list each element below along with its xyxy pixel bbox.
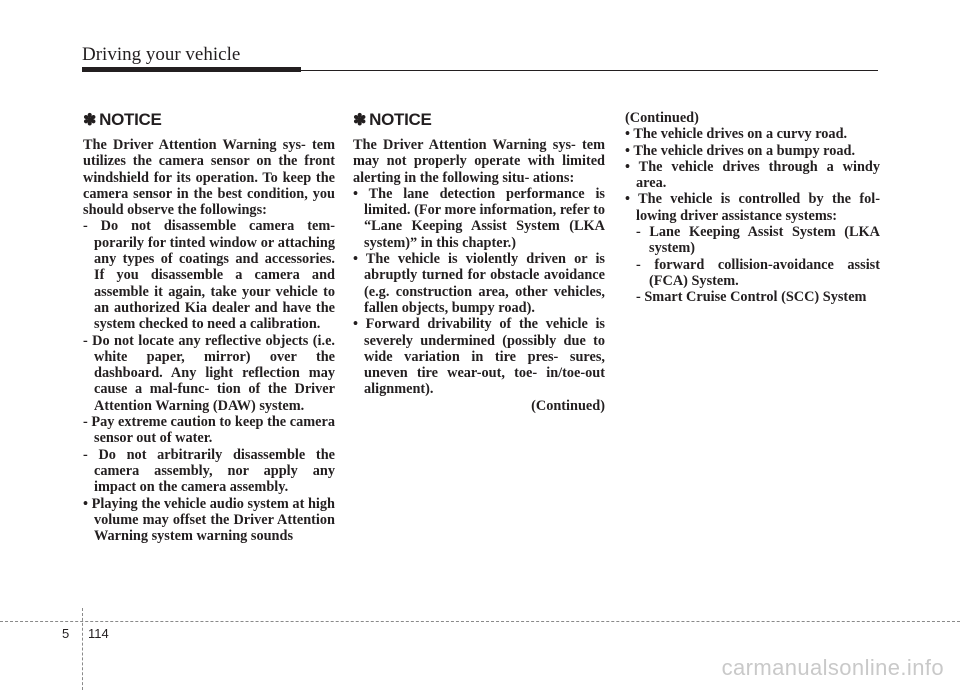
sub-list-item: - forward collision-avoidance assist (FCA) System.: [636, 256, 880, 289]
list-item: • The vehicle drives through a windy area.: [625, 158, 880, 192]
list-item: - Do not disassemble camera tem- porarily for tinted window or attaching any types of coatings and accessories. If you disassemble a camera and assemble it again, take your vehicle to an authorized Kia dealer and have the system checked to need a calibration.: [83, 218, 335, 333]
list-item: • The vehicle drives on a bumpy road.: [625, 142, 856, 159]
notice-block-camera-care: [83, 110, 335, 544]
header-rule-thick: [82, 67, 301, 72]
notice-label: NOTICE: [99, 110, 162, 129]
list-item: • The vehicle is violently driven or is abruptly turned for obstacle avoidance (e.g. construction area, other vehicles, fallen objects, bumpy road).: [353, 251, 605, 316]
continued-label: (Continued): [531, 397, 605, 414]
asterisk-icon: ✽: [353, 112, 367, 129]
list-item: • The lane detection performance is limited. (For more information, refer to “Lane Keeping Assist System (LKA system)” in this chapter.): [353, 185, 605, 251]
notice-block-continued: [625, 110, 880, 306]
list-item: • The vehicle drives on a curvy road.: [625, 126, 848, 143]
sub-list-item: - Lane Keeping Assist System (LKA system): [636, 224, 880, 257]
list-item: • Playing the vehicle audio system at high volume may offset the Driver Attention Warning system warning sounds: [83, 495, 335, 545]
header-rule-thin: [301, 70, 878, 71]
chapter-number: 5: [62, 626, 70, 641]
notice-heading: [83, 110, 335, 131]
list-item: - Pay extreme caution to keep the camera sensor out of water.: [83, 414, 335, 447]
page-number: 114: [88, 626, 109, 641]
section-title: Driving your vehicle: [82, 44, 241, 65]
footer-rule: [0, 621, 960, 622]
notice-intro: The Driver Attention Warning sys- tem may not properly operate with limited alerting in the following situ- ations:: [353, 137, 605, 186]
notice-label: NOTICE: [369, 110, 432, 129]
watermark: carmanualsonline.info: [721, 655, 944, 680]
notice-block-limitations: [353, 110, 605, 414]
continued-label: (Continued): [625, 110, 699, 126]
notice-heading: [353, 110, 605, 131]
asterisk-icon: ✽: [83, 112, 97, 129]
footer-divider: [82, 608, 83, 690]
list-item: - Do not locate any reflective objects (i.e. white paper, mirror) over the dashboard. Any light reflection may cause a mal-func- tion of the Driver Attention Warning (DAW) system.: [83, 332, 335, 414]
list-item: • Forward drivability of the vehicle is severely undermined (possibly due to wide variation in tire pres- sures, uneven tire wear-out, toe- in/toe-out alignment).: [353, 316, 605, 398]
sub-list-item: - Smart Cruise Control (SCC) System: [636, 289, 867, 306]
notice-intro: The Driver Attention Warning sys- tem utilizes the camera sensor on the front windshield for its operation. To keep the camera sensor in the best condition, you should observe the followings:: [83, 137, 335, 219]
list-item: - Do not arbitrarily disassemble the camera assembly, nor apply any impact on the camera assembly.: [83, 446, 335, 496]
list-item: • The vehicle is controlled by the fol- lowing driver assistance systems:: [625, 191, 880, 224]
